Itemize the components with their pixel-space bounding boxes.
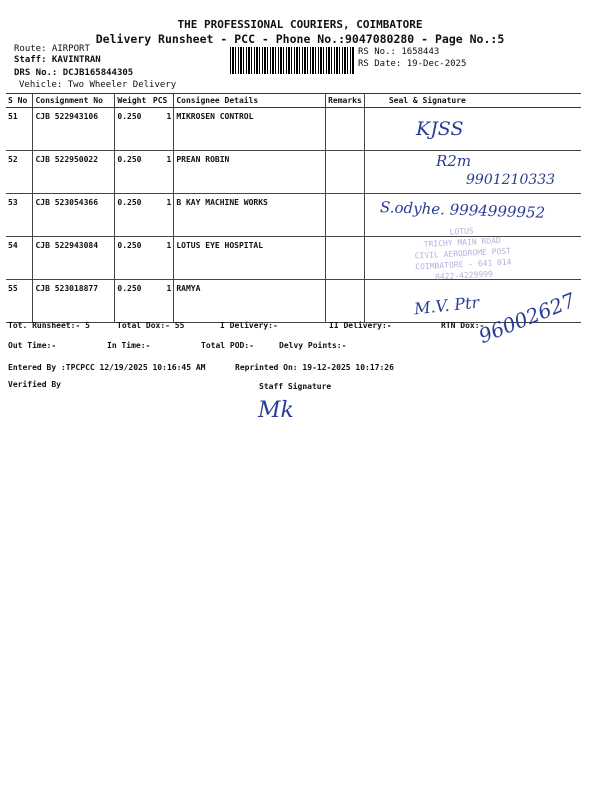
stamp-line: TRICHY MAIN ROAD [423,236,501,250]
cell-weight: 0.250 [115,108,151,151]
cell-weight: 0.250 [115,151,151,194]
signature-row-52-phone: 9901210333 [466,172,556,188]
signature-row-51: KJSS [416,118,464,140]
header-consignment: Consignment No [33,94,115,108]
signature-row-53: S.odyhe. 9994999952 [379,198,546,222]
cell-signature [364,108,581,151]
stamp-line: COIMBATORE - 641 014 [415,257,512,272]
cell-consignment: CJB 522943106 [33,108,115,151]
delvy-points: Delvy Points:- [279,341,347,350]
signature-row-52-name: R2m [436,152,472,170]
table-row [6,108,581,151]
in-time: In Time:- [107,341,151,350]
cell-pcs: 1 [151,280,174,323]
header-remarks: Remarks [326,94,365,108]
staff-label: Staff: KAVINTRAN [14,55,101,65]
verified-by: Verified By [8,380,61,389]
cell-remarks [326,151,365,194]
cell-consignment: CJB 523054366 [33,194,115,237]
cell-consignee: PREAN ROBIN [174,151,326,194]
staff-signature-label: Staff Signature [259,382,332,391]
company-title: THE PROFESSIONAL COURIERS, COIMBATORE [177,18,423,31]
cell-sno: 51 [6,108,33,151]
cell-pcs: 1 [151,108,174,151]
cell-weight: 0.250 [115,237,151,280]
table-header-row [6,94,581,108]
stamp-line: 0422-4229999 [434,269,494,282]
rs-date: RS Date: 19-Dec-2025 [358,59,467,69]
cell-pcs: 1 [151,194,174,237]
cell-consignment: CJB 522950022 [33,151,115,194]
cell-consignee: B KAY MACHINE WORKS [174,194,326,237]
header-sno: S No [6,94,33,108]
stamp-line: CIVIL AERODROME POST [414,246,512,261]
cell-weight: 0.250 [115,280,151,323]
cell-consignee: MIKROSEN CONTROL [174,108,326,151]
cell-consignment: CJB 523018877 [33,280,115,323]
header-consignee: Consignee Details [174,94,326,108]
cell-remarks [326,280,365,323]
cell-consignee: LOTUS EYE HOSPITAL [174,237,326,280]
i-delivery: I Delivery:- [220,321,278,330]
cell-remarks [326,237,365,280]
stamp-line: LOTUS [449,226,474,237]
cell-weight: 0.250 [115,194,151,237]
total-pod: Total POD:- [201,341,254,350]
cell-sno: 54 [6,237,33,280]
route-label: Route: AIRPORT [14,44,90,54]
signature-row-55-phone: 96002627 [475,287,579,349]
cell-sno: 55 [6,280,33,323]
runsheet-title: Delivery Runsheet - PCC - Phone No.:9047080280 - Page No.:5 [95,32,505,46]
consignee-stamp [386,222,539,292]
cell-consignment: CJB 522943084 [33,237,115,280]
reprinted-on: Reprinted On: 19-12-2025 10:17:26 [235,363,394,372]
total-runsheet: Tot. Runsheet:- 5 [8,321,90,330]
cell-sno: 52 [6,151,33,194]
cell-remarks [326,194,365,237]
entered-by: Entered By :TPCPCC 12/19/2025 10:16:45 AM [8,363,206,372]
cell-consignee: RAMYA [174,280,326,323]
signature-row-55-name: M.V. Ptr [413,292,481,319]
cell-sno: 53 [6,194,33,237]
header-seal-signature: Seal & Signature [364,94,581,108]
total-dox: Total Dox:- 55 [117,321,185,330]
drs-number: DRS No.: DCJB165844305 [14,68,134,78]
rtn-dox: RTN Dox:- [441,321,485,330]
vehicle-label: Vehicle: Two Wheeler Delivery [19,80,177,90]
header-weight: Weight [115,94,151,108]
rs-number: RS No.: 1658443 [358,47,440,57]
header-pcs: PCS [151,94,174,108]
cell-pcs: 1 [151,237,174,280]
barcode [230,47,354,74]
ii-delivery: II Delivery:- [329,321,392,330]
cell-pcs: 1 [151,151,174,194]
out-time: Out Time:- [8,341,57,350]
staff-signature-mark: Mk [258,398,294,423]
cell-remarks [326,108,365,151]
